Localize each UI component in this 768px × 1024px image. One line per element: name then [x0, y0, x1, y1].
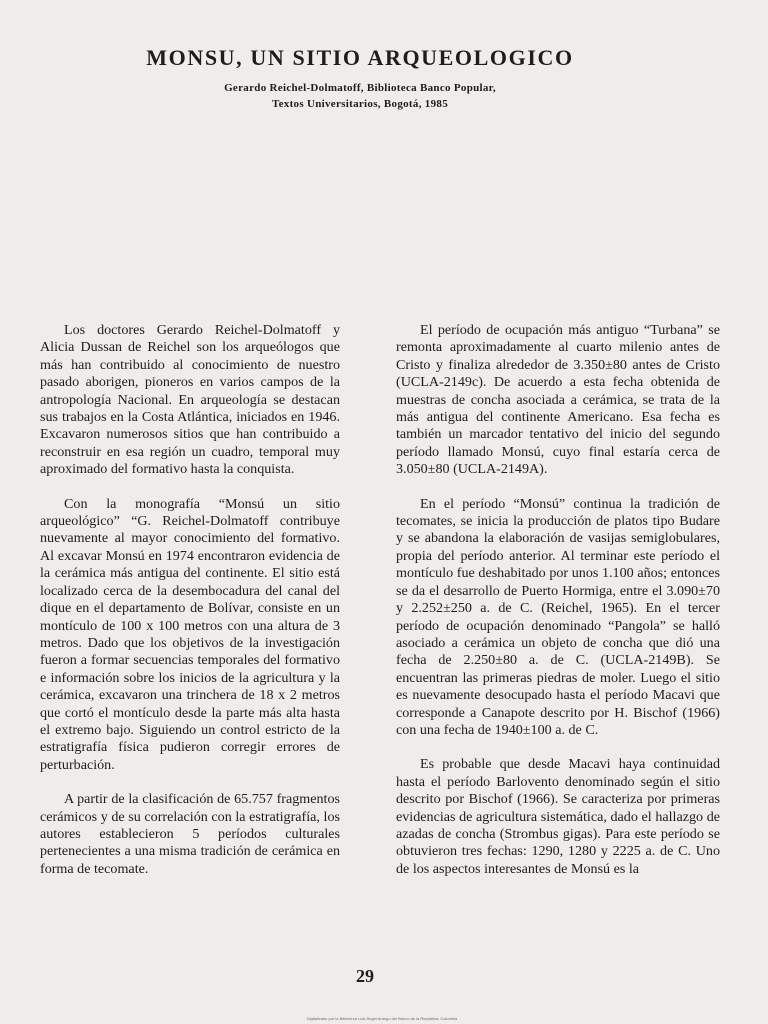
left-paragraph-2: Con la monografía “Monsú un sitio arqueológico” “G. Reichel-Dolmatoff contribuye nuevamente al mayor conocimiento del formativo. Al excavar Monsú en 1974 encontraron evidencia de la cerámica más antigua del continente. El sitio está localizado cerca de la desembocadura del canal del dique en el departamento de Bolívar, consiste en un montículo de 100 x 100 metros con una altura de 3 metros. Dado que los objetivos de la investigación fueron a formar secuencias temporales del formativo e información sobre los inicios de la agricultura y la cerámica, excavaron una trinchera de 18 x 2 metros que cortó el montículo desde la parte más alta hasta el extremo bajo. Siguiendo un control estricto de la estratigrafía física pudieron corregir errores de perturbación. — [40, 495, 340, 773]
right-paragraph-3: Es probable que desde Macavi haya continuidad hasta el período Barlovento denominado según el sitio descrito por Bischof (1966). Se caracteriza por primeras evidencias de agricultura sistemática, dado el hallazgo de azadas de concha (Strombus gigas). Para este período se obtuvieron tres fechas: 1290, 1280 y 2225 a. de C. Uno de los aspectos interesantes de Monsú es la — [396, 756, 720, 877]
article-title: MONSU, UN SITIO ARQUEOLOGICO — [146, 45, 574, 70]
right-column — [396, 322, 720, 895]
left-paragraph-3: A partir de la clasificación de 65.757 fragmentos cerámicos y de su correlación con la estratigrafía, los autores establecieron 5 períodos culturales pertenecientes a una misma tradición de cerámica en forma de tecomate. — [40, 791, 340, 877]
right-paragraph-1: El período de ocupación más antiguo “Turbana” se remonta aproximadamente al cuarto milenio antes de Cristo y finaliza alrededor de 3.350±80 antes de Cristo (UCLA-2149c). De acuerdo a esta fecha obtenida de muestras de concha asociada a cerámica, se trata de la más antigua del continente Americano. Esa fecha es también un marcador tentativo del inicio del segundo período llamado Monsú, cuyo final estaría cerca de 3.050±80 (UCLA-2149A). — [396, 322, 720, 478]
left-column — [40, 322, 340, 895]
bibliographic-reference — [0, 80, 720, 112]
left-paragraph-1: Los doctores Gerardo Reichel-Dolmatoff y Alicia Dussan de Reichel son los arqueólogos que más han contribuido al conocimiento de nuestro pasado aborigen, pioneros en varios campos de la antropología Nacional. En arqueología se destacan sus trabajos en la Costa Atlántica, iniciados en 1946. Excavaron numerosos sitios que han contribuido a reconstruir en esa región un cuadro, temporal muy aproximado del formativo hasta la conquista. — [40, 322, 340, 478]
reference-line-1: Gerardo Reichel-Dolmatoff, Biblioteca Banco Popular, — [224, 82, 496, 94]
right-paragraph-2: En el período “Monsú” continua la tradición de tecomates, se inicia la producción de platos tipo Budare y se abandona la elaboración de vasijas semiglobulares, propia del período anterior. Al terminar este período el montículo fue deshabitado por unos 1.100 años; entonces se da el desarrollo de Puerto Hormiga, entre el 3.090±70 y 2.252±250 a. de C. (Reichel, 1965). En el tercer período de ocupación denominado “Pangola” se halló asociado a cerámica un objeto de concha que dió una fecha de 2.250±80 a. de C. (UCLA-2149B). Se encuentran las primeras piedras de moler. Luego el sitio es nuevamente desocupado hasta el período Macavi que corresponde a Canapote descrito por H. Bischof (1966) con una fecha de 1940±100 a. de C. — [396, 495, 720, 738]
digitization-credit: Digitalizado por la Biblioteca Luis Ángel Arango del Banco de la República, Colombia — [306, 1016, 458, 1021]
page-number: 29 — [356, 966, 374, 986]
reference-line-2: Textos Universitarios, Bogotá, 1985 — [271, 98, 448, 110]
